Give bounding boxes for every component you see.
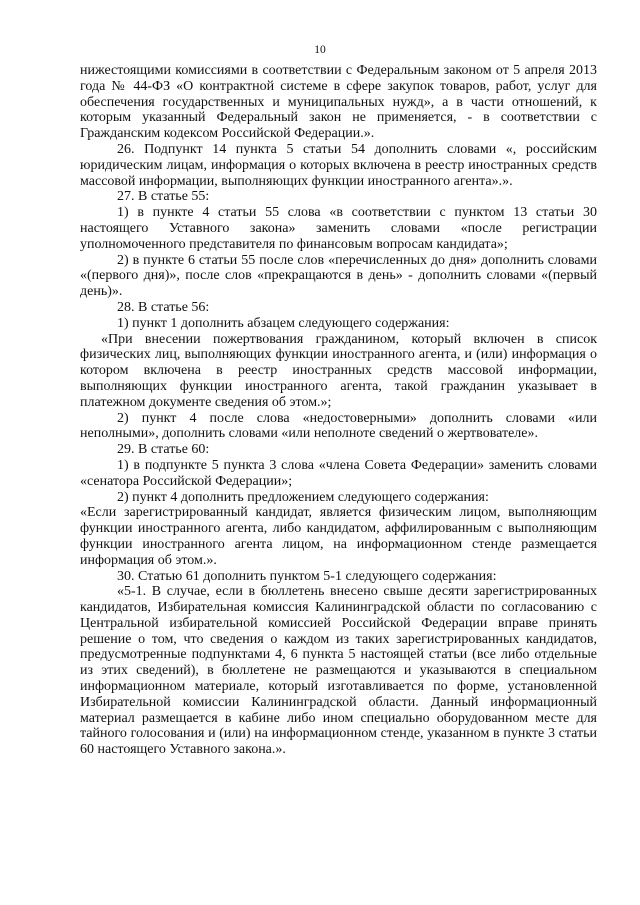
document-body <box>80 63 597 758</box>
paragraph-item-28: 28. В статье 56: <box>117 299 210 315</box>
paragraph-item-26: 26. Подпункт 14 пункта 5 статьи 54 дополнить словами «, российским юридическим лицам, информация о которых включена в реестр иностранных средств массовой информации, выполняющих функции иностранного агента».». <box>80 141 597 189</box>
paragraph-quote-28-1: «При внесении пожертвования гражданином, который включен в список физических лиц, выполняющих функции иностранного агента, и (или) информация о котором включена в реестр иностранных средств массовой информации, выполняющих функции иностранного агента, такой гражданин указывает в платежном документе сведения об этом.»; <box>80 331 597 410</box>
paragraph-item-30: 30. Статью 61 дополнить пунктом 5-1 следующего содержания: <box>117 568 497 584</box>
paragraph-item-28-2: 2) пункт 4 после слова «недостоверными» дополнить словами «или неполными», дополнить словами «или неполноте сведений о жертвователе». <box>80 410 597 442</box>
paragraph-item-29: 29. В статье 60: <box>117 442 210 458</box>
paragraph-item-29-1: 1) в подпункте 5 пункта 3 слова «члена Совета Федерации» заменить словами «сенатора Российской Федерации»; <box>80 457 597 489</box>
paragraph-quote-30: «5-1. В случае, если в бюллетень внесено свыше десяти зарегистрированных кандидатов, Избирательная комиссия Калининградской области по согласованию с Центральной избирательной комиссией Российской Федерации вправе принять решение о том, что сведения о каждом из таких зарегистрированных кандидатов, предусмотренные подпунктами 4, 6 пункта 5 настоящей статьи (все либо отдельные из этих сведений), в бюллетене не размещаются и указываются в специальном информационном материале, который изготавливается по форме, установленной Избирательной комиссии Калининградской области. Данный информационный материал размещается в кабине либо ином специально оборудованном месте для тайного голосования и (или) на информационном стенде, указанном в пункте 3 статьи 60 настоящего Уставного закона.». <box>80 584 597 758</box>
paragraph-item-27: 27. В статье 55: <box>117 189 210 205</box>
paragraph-continuation: нижестоящими комиссиями в соответствии с Федеральным законом от 5 апреля 2013 года № 44-ФЗ «О контрактной системе в сфере закупок товаров, работ, услуг для обеспечения государственных и муниципальных нужд», а в части отношений, к которым указанный Федеральный закон не применяется, - в соответствии с Гражданским кодексом Российской Федерации.». <box>80 63 597 142</box>
paragraph-item-28-1: 1) пункт 1 дополнить абзацем следующего содержания: <box>117 315 450 331</box>
page-number: 10 <box>314 44 326 56</box>
paragraph-item-27-2: 2) в пункте 6 статьи 55 после слов «перечисленных до дня» дополнить словами «(первого дня)», после слов «прекращаются в день» - дополнить словами «(первый день)». <box>80 252 597 300</box>
paragraph-quote-29-2: «Если зарегистрированный кандидат, является физическим лицом, выполняющим функции иностранного агента, либо кандидатом, аффилированным с выполняющим функции иностранного агента лицом, на информационном стенде размещается информация об этом.». <box>80 505 597 568</box>
paragraph-item-27-1: 1) в пункте 4 статьи 55 слова «в соответствии с пунктом 13 статьи 30 настоящего Уставного закона» заменить словами «после регистрации уполномоченного представителя по финансовым вопросам кандидата»; <box>80 205 597 252</box>
paragraph-item-29-2: 2) пункт 4 дополнить предложением следующего содержания: <box>117 489 489 505</box>
